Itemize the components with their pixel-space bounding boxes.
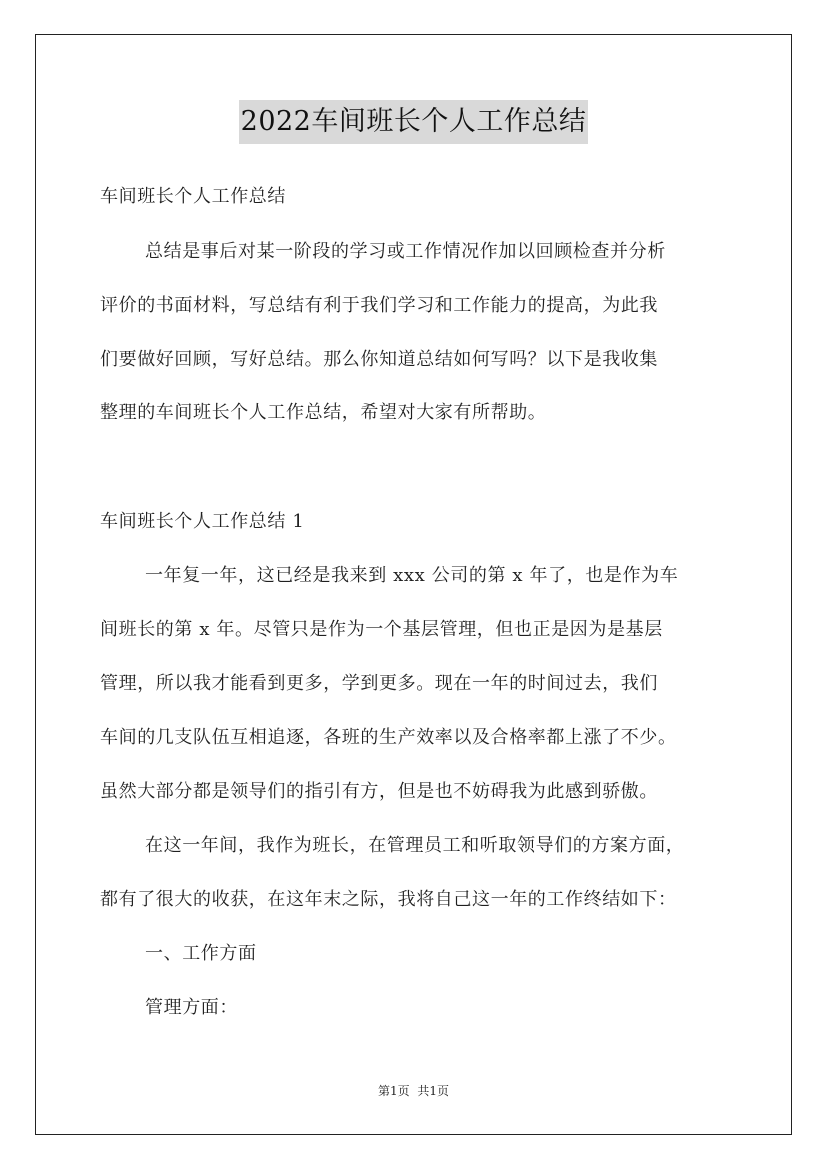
subheading-work: 一、工作方面	[145, 943, 257, 964]
subheading-management: 管理方面：	[145, 997, 238, 1018]
title-container	[0, 100, 827, 144]
page-footer	[0, 1082, 827, 1099]
intro-line-2: 评价的书面材料，写总结有利于我们学习和工作能力的提高，为此我	[100, 295, 658, 316]
section1-para1-line-2: 间班长的第 x 年。尽管只是作为一个基层管理，但也正是因为是基层	[100, 619, 663, 640]
document-subtitle: 车间班长个人工作总结	[100, 186, 286, 207]
section1-para2-line-1: 在这一年间，我作为班长，在管理员工和听取领导们的方案方面，	[145, 835, 685, 856]
intro-line-1: 总结是事后对某一阶段的学习或工作情况作加以回顾检查并分析	[145, 241, 666, 262]
intro-line-3: 们要做好回顾，写好总结。那么你知道总结如何写吗？以下是我收集	[100, 349, 658, 370]
page-total: 共1页	[417, 1084, 450, 1098]
page-number: 第1页	[377, 1084, 410, 1098]
section1-heading: 车间班长个人工作总结 1	[100, 511, 305, 532]
section1-para2-line-2: 都有了很大的收获，在这年末之际，我将自己这一年的工作终结如下：	[100, 889, 677, 910]
intro-line-4: 整理的车间班长个人工作总结，希望对大家有所帮助。	[100, 402, 547, 423]
section1-para1-line-5: 虽然大部分都是领导们的指引有方，但是也不妨碍我为此感到骄傲。	[100, 781, 658, 802]
section1-para1-line-3: 管理，所以我才能看到更多，学到更多。现在一年的时间过去，我们	[100, 673, 658, 694]
section1-para1-line-4: 车间的几支队伍互相追逐，各班的生产效率以及合格率都上涨了不少。	[100, 727, 677, 748]
document-title: 2022车间班长个人工作总结	[239, 100, 589, 144]
section1-para1-line-1: 一年复一年，这已经是我来到 xxx 公司的第 x 年了，也是作为车	[145, 565, 679, 586]
